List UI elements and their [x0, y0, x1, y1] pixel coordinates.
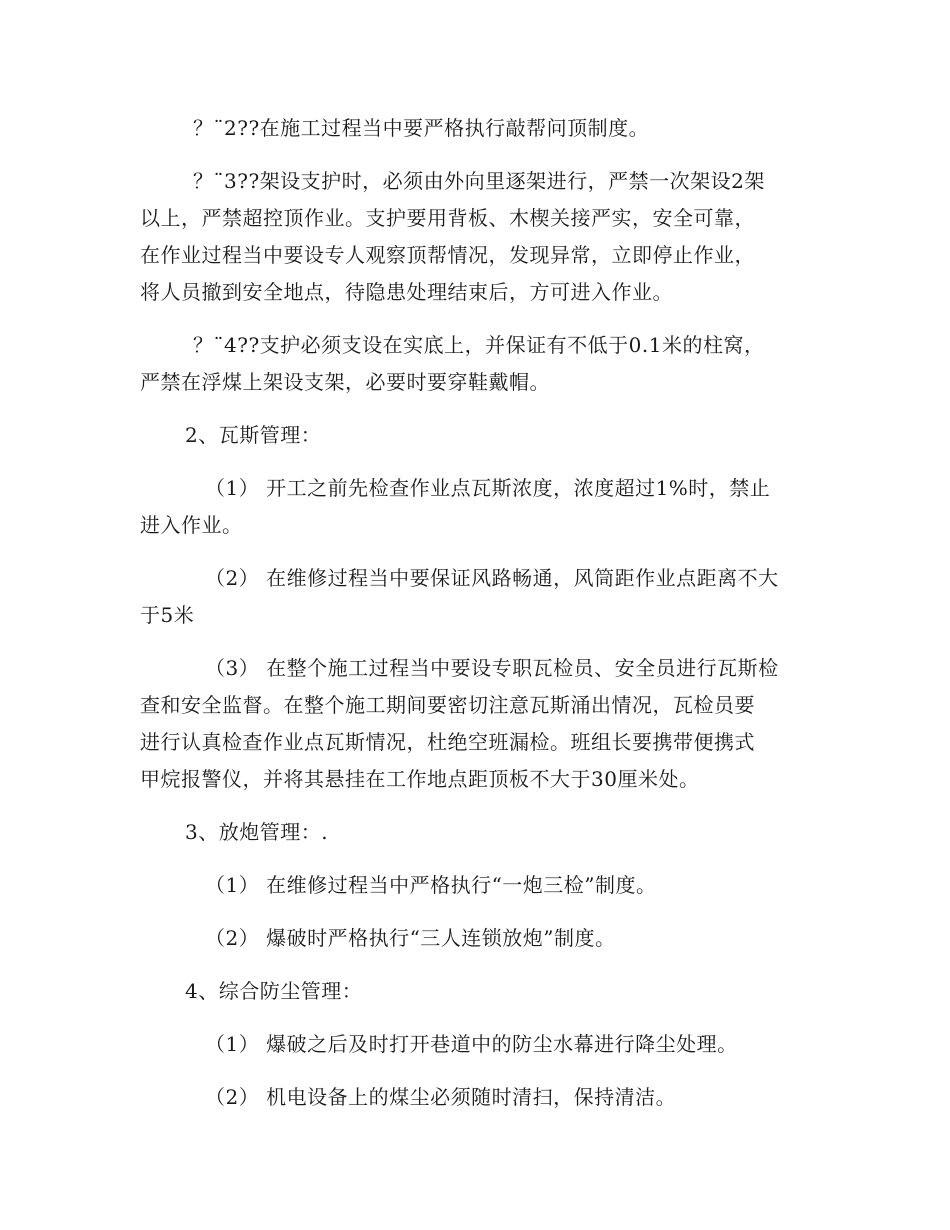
- text-line: （2） 爆破时严格执行“三人连锁放炮”制度。: [205, 926, 616, 950]
- text-line: （1） 在维修过程当中严格执行“一炮三检”制度。: [205, 873, 657, 897]
- text-line: （3） 在整个施工过程当中要设专职瓦检员、安全员进行瓦斯检: [205, 656, 779, 680]
- text-line: （2） 在维修过程当中要保证风路畅通，风筒距作业点距离不大: [205, 566, 779, 590]
- text-line: 进行认真检查作业点瓦斯情况，杜绝空班漏检。班组长要携带便携式: [140, 730, 755, 754]
- text-line: 甲烷报警仪，并将其悬挂在工作地点距顶板不大于30厘米处。: [140, 767, 700, 791]
- text-line: 以上，严禁超控顶作业。支护要用背板、木楔关接严实，安全可靠，: [140, 206, 755, 230]
- section-heading: 3、放炮管理：.: [185, 820, 329, 844]
- text-line: ？¨4??支护必须支设在实底上，并保证有不低于0.1米的柱窝，: [193, 333, 765, 357]
- section-heading: 4、综合防尘管理：: [185, 979, 363, 1003]
- text-line: （2） 机电设备上的煤尘必须随时清扫，保持清洁。: [205, 1085, 677, 1109]
- text-line: 在作业过程当中要设专人观察顶帮情况，发现异常，立即停止作业，: [140, 243, 755, 267]
- text-line: （1） 爆破之后及时打开巷道中的防尘水幕进行降尘处理。: [205, 1032, 738, 1056]
- text-line: 将人员撤到安全地点，待隐患处理结束后，方可进入作业。: [140, 280, 673, 304]
- text-line: 于5米: [140, 603, 195, 627]
- text-line: （1） 开工之前先检查作业点瓦斯浓度，浓度超过1%时，禁止: [205, 476, 771, 500]
- section-heading: 2、瓦斯管理：: [185, 423, 322, 447]
- text-line: ？¨3??架设支护时，必须由外向里逐架进行，严禁一次架设2架: [193, 169, 765, 193]
- text-line: ？¨2??在施工过程当中要严格执行敲帮问顶制度。: [193, 116, 650, 140]
- text-line: 严禁在浮煤上架设支架，必要时要穿鞋戴帽。: [140, 370, 550, 394]
- text-line: 进入作业。: [140, 513, 243, 537]
- text-line: 查和安全监督。在整个施工期间要密切注意瓦斯涌出情况，瓦检员要: [140, 693, 755, 717]
